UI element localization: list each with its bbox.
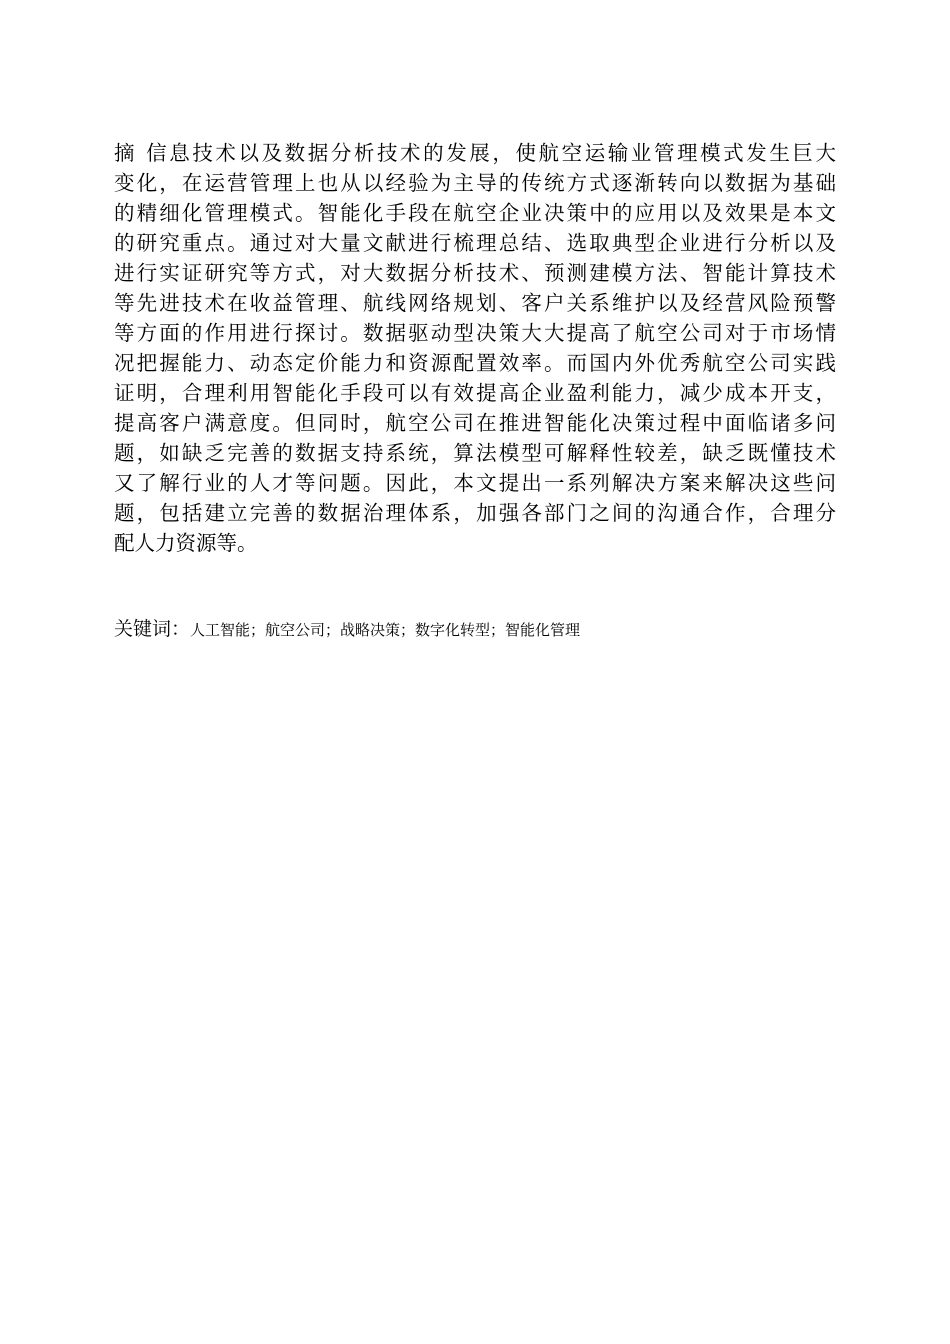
- abstract-line: 证明，合理利用智能化手段可以有效提高企业盈利能力，减少成本开支，: [114, 381, 836, 405]
- abstract-line: 又了解行业的人才等问题。因此，本文提出一系列解决方案来解决这些问: [114, 471, 836, 495]
- abstract-line: 变化，在运营管理上也从以经验为主导的传统方式逐渐转向以数据为基础: [114, 171, 836, 195]
- abstract-paragraph: [114, 138, 836, 558]
- abstract-line: 等方面的作用进行探讨。数据驱动型决策大大提高了航空公司对于市场情: [114, 321, 836, 345]
- keywords-label: 关键词：: [114, 618, 191, 640]
- abstract-line: 题，包括建立完善的数据治理体系，加强各部门之间的沟通合作，合理分: [114, 501, 836, 525]
- abstract-line: 题，如缺乏完善的数据支持系统，算法模型可解释性较差，缺乏既懂技术: [114, 441, 836, 465]
- abstract-line: 摘 信息技术以及数据分析技术的发展，使航空运输业管理模式发生巨大: [114, 141, 836, 165]
- abstract-line: 等先进技术在收益管理、航线网络规划、客户关系维护以及经营风险预警: [114, 291, 836, 315]
- keywords-values: 人工智能；航空公司；战略决策；数字化转型；智能化管理: [190, 621, 581, 639]
- abstract-line: 的精细化管理模式。智能化手段在航空企业决策中的应用以及效果是本文: [114, 201, 836, 225]
- keywords-row: [114, 614, 580, 645]
- abstract-line: 提高客户满意度。但同时，航空公司在推进智能化决策过程中面临诸多问: [114, 411, 836, 435]
- abstract-line: 配人力资源等。: [114, 531, 258, 555]
- abstract-line: 况把握能力、动态定价能力和资源配置效率。而国内外优秀航空公司实践: [114, 351, 836, 375]
- abstract-line: 进行实证研究等方式，对大数据分析技术、预测建模方法、智能计算技术: [114, 261, 836, 285]
- abstract-line: 的研究重点。通过对大量文献进行梳理总结、选取典型企业进行分析以及: [114, 231, 836, 255]
